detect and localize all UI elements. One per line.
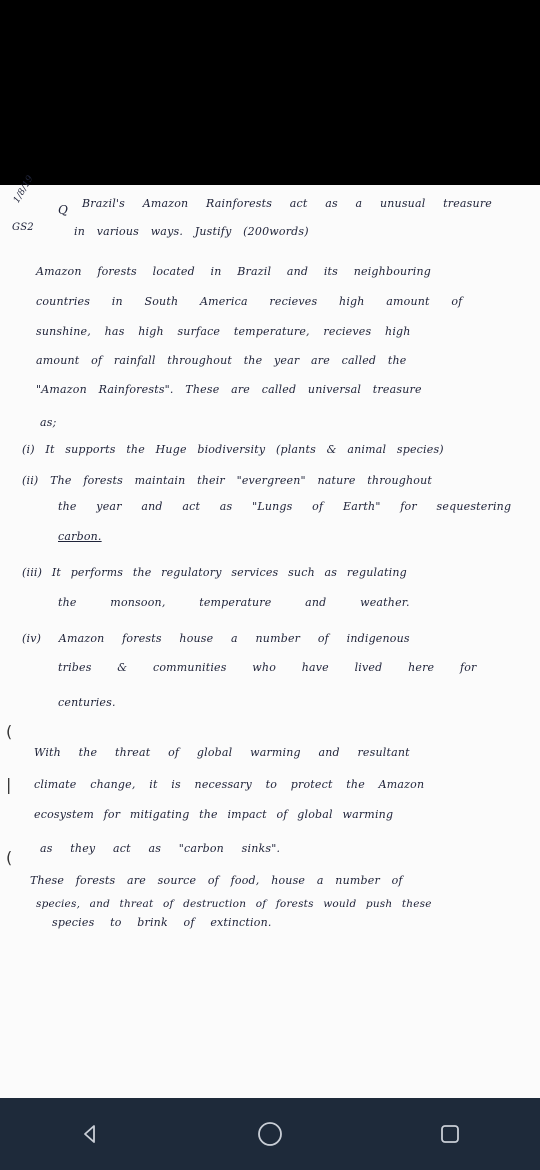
question-mark: Q: [58, 203, 69, 217]
body-line: the year and act as "Lungs of Earth" for sequestering: [58, 500, 512, 513]
body-line: as they act as "carbon sinks".: [40, 842, 281, 855]
body-line: amount of rainfall throughout the year are called the: [36, 354, 407, 367]
point-iv: (iv) Amazon forests house a number of indigenous: [22, 632, 410, 645]
body-line: sunshine, has high surface temperature, recieves high: [36, 325, 411, 338]
home-icon: [256, 1120, 284, 1148]
body-line: the monsoon, temperature and weather.: [58, 596, 410, 609]
back-icon: [78, 1122, 102, 1146]
body-line: ecosystem for mitigating the impact of global warming: [34, 808, 394, 821]
recents-button[interactable]: [430, 1114, 470, 1154]
body-line: "Amazon Rainforests". These are called universal treasure: [36, 383, 422, 396]
body-line: Amazon forests located in Brazil and its neighbouring: [36, 265, 432, 278]
margin-bracket: (: [6, 722, 13, 741]
margin-bracket: (: [6, 848, 13, 867]
body-line: With the threat of global warming and resultant: [34, 746, 410, 759]
body-line: tribes & communities who have lived here for: [58, 661, 477, 674]
body-line: species, and threat of destruction of forests would push these: [36, 898, 432, 910]
point-i: (i) It supports the Huge biodiversity (plants & animal species): [22, 443, 444, 456]
top-black-area: [0, 0, 540, 185]
body-line: carbon.: [58, 530, 102, 543]
answer-date: 1/8/19: [12, 173, 36, 205]
paper-code: GS2: [12, 222, 34, 233]
point-iii: (iii) It performs the regulatory services such as regulating: [22, 566, 407, 579]
recents-icon: [438, 1122, 462, 1146]
system-navigation-bar: [0, 1098, 540, 1170]
body-line: These forests are source of food, house a number of: [30, 874, 403, 887]
body-line: countries in South America recieves high amount of: [36, 295, 463, 308]
body-line: climate change, it is necessary to protect the Amazon: [34, 778, 425, 791]
point-ii: (ii) The forests maintain their "evergreen" nature throughout: [22, 474, 433, 487]
body-line: as;: [40, 416, 57, 429]
home-button[interactable]: [250, 1114, 290, 1154]
margin-bracket: |: [6, 775, 12, 794]
question-line-1: Brazil's Amazon Rainforests act as a unusual treasure: [82, 197, 492, 210]
back-button[interactable]: [70, 1114, 110, 1154]
body-line: centuries.: [58, 696, 116, 709]
body-line: species to brink of extinction.: [52, 916, 272, 929]
question-line-2: in various ways. Justify (200words): [74, 225, 309, 238]
